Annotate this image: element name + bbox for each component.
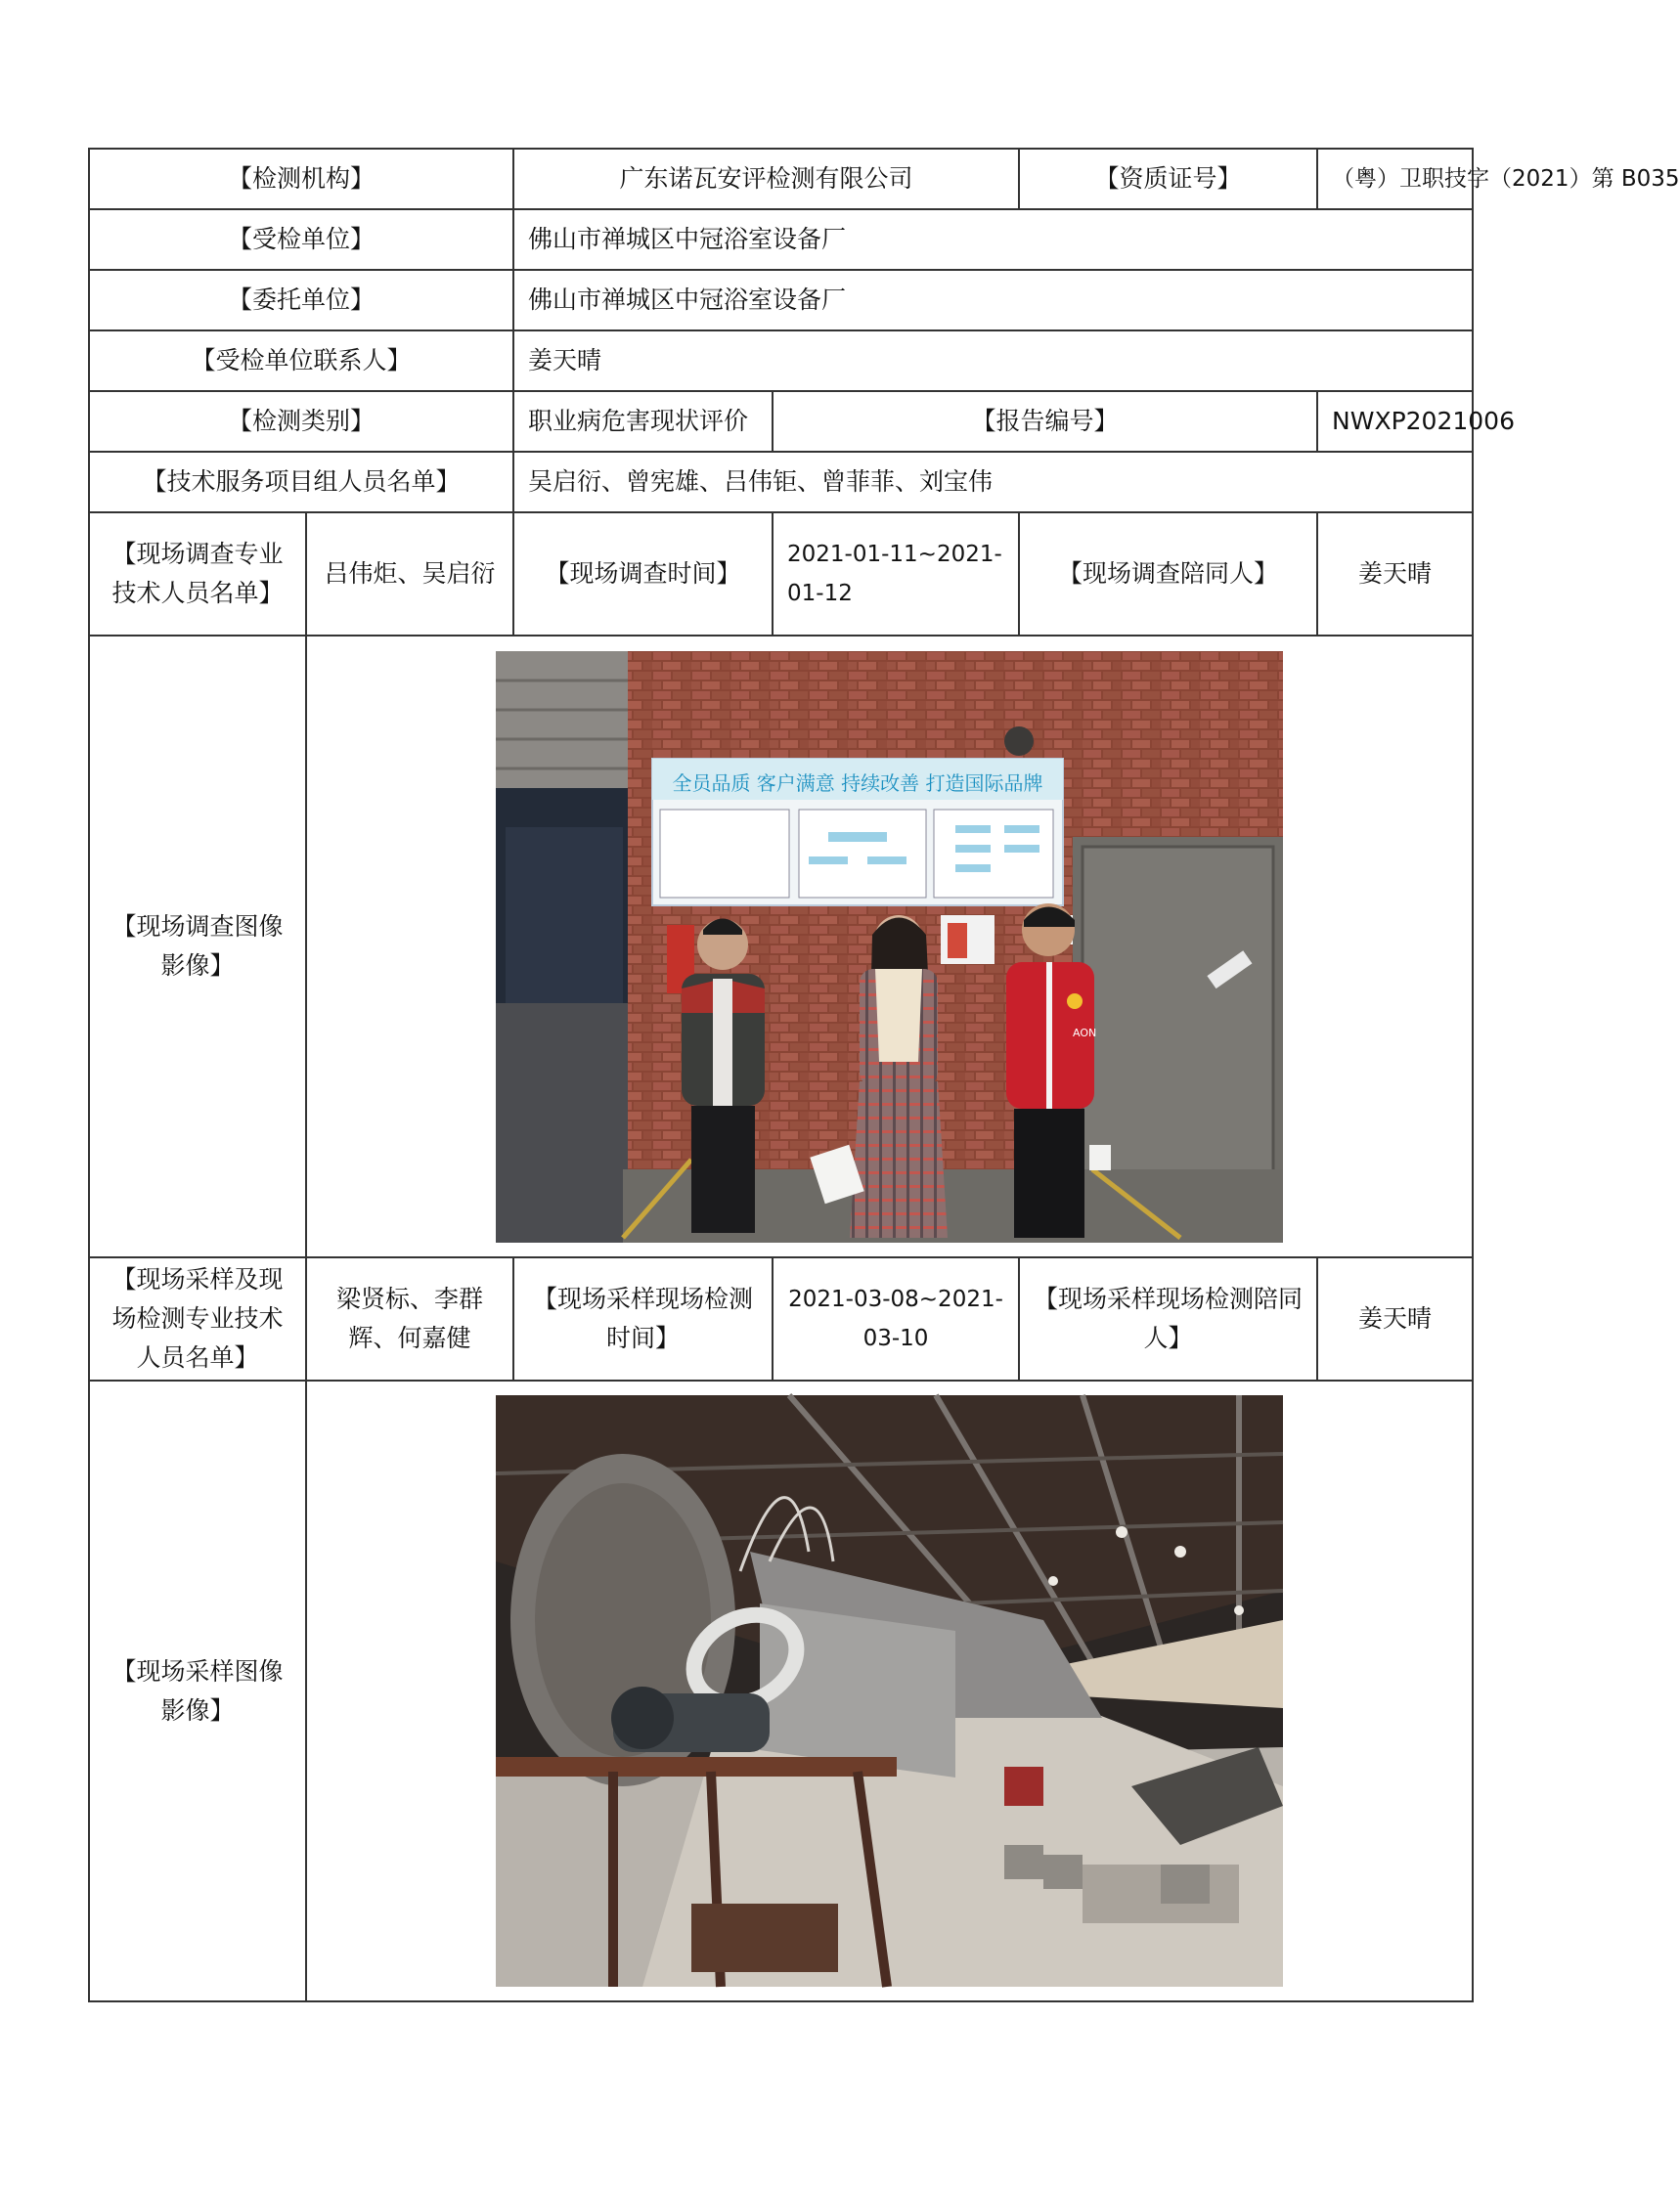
label-sampling-staff: 【现场采样及现场检测专业技术人员名单】 [89,1257,306,1381]
survey-photo-cell [306,636,1473,1257]
value-team-members: 吴启衍、曾宪雄、吕伟钜、曾菲菲、刘宝伟 [513,452,1473,512]
value-sampling-staff: 梁贤标、李群辉、何嘉健 [306,1257,513,1381]
label-inspection-type: 【检测类别】 [89,391,513,452]
survey-photo-image [496,651,1283,1243]
label-report-no: 【报告编号】 [773,391,1317,452]
value-survey-time: 2021-01-11~2021-01-12 [773,512,1019,636]
value-entrusting-unit: 佛山市禅城区中冠浴室设备厂 [513,270,1473,330]
survey-photo [496,651,1283,1243]
label-inspection-org: 【检测机构】 [89,149,513,209]
value-qualification-no: （粤）卫职技字（2021）第 B035 [1317,149,1473,209]
value-sampling-companion: 姜天晴 [1317,1257,1473,1381]
label-survey-staff: 【现场调查专业技术人员名单】 [89,512,306,636]
label-sampling-photo: 【现场采样图像影像】 [89,1381,306,2001]
label-survey-time: 【现场调查时间】 [513,512,773,636]
label-survey-companion: 【现场调查陪同人】 [1019,512,1317,636]
value-sampling-time: 2021-03-08~2021-03-10 [773,1257,1019,1381]
sampling-photo [496,1395,1283,1987]
sampling-photo-cell [306,1381,1473,2001]
label-survey-photo: 【现场调查图像影像】 [89,636,306,1257]
label-entrusting-unit: 【委托单位】 [89,270,513,330]
report-table [88,148,1680,2002]
value-survey-companion: 姜天晴 [1317,512,1473,636]
value-survey-staff: 吕伟炬、吴启衍 [306,512,513,636]
value-report-no: NWXP2021006 [1317,391,1473,452]
value-contact: 姜天晴 [513,330,1473,391]
label-inspected-unit: 【受检单位】 [89,209,513,270]
sampling-photo-image [496,1395,1283,1987]
banner-text: 全员品质 客户满意 持续改善 打造国际品牌 [672,770,1043,795]
label-contact: 【受检单位联系人】 [89,330,513,391]
label-qualification-no: 【资质证号】 [1019,149,1317,209]
label-sampling-companion: 【现场采样现场检测陪同人】 [1019,1257,1317,1381]
label-team-members: 【技术服务项目组人员名单】 [89,452,513,512]
value-inspected-unit: 佛山市禅城区中冠浴室设备厂 [513,209,1473,270]
jacket-text: AON [1073,1026,1097,1039]
label-sampling-time: 【现场采样现场检测时间】 [513,1257,773,1381]
value-inspection-type: 职业病危害现状评价 [513,391,773,452]
value-inspection-org: 广东诺瓦安评检测有限公司 [513,149,1019,209]
